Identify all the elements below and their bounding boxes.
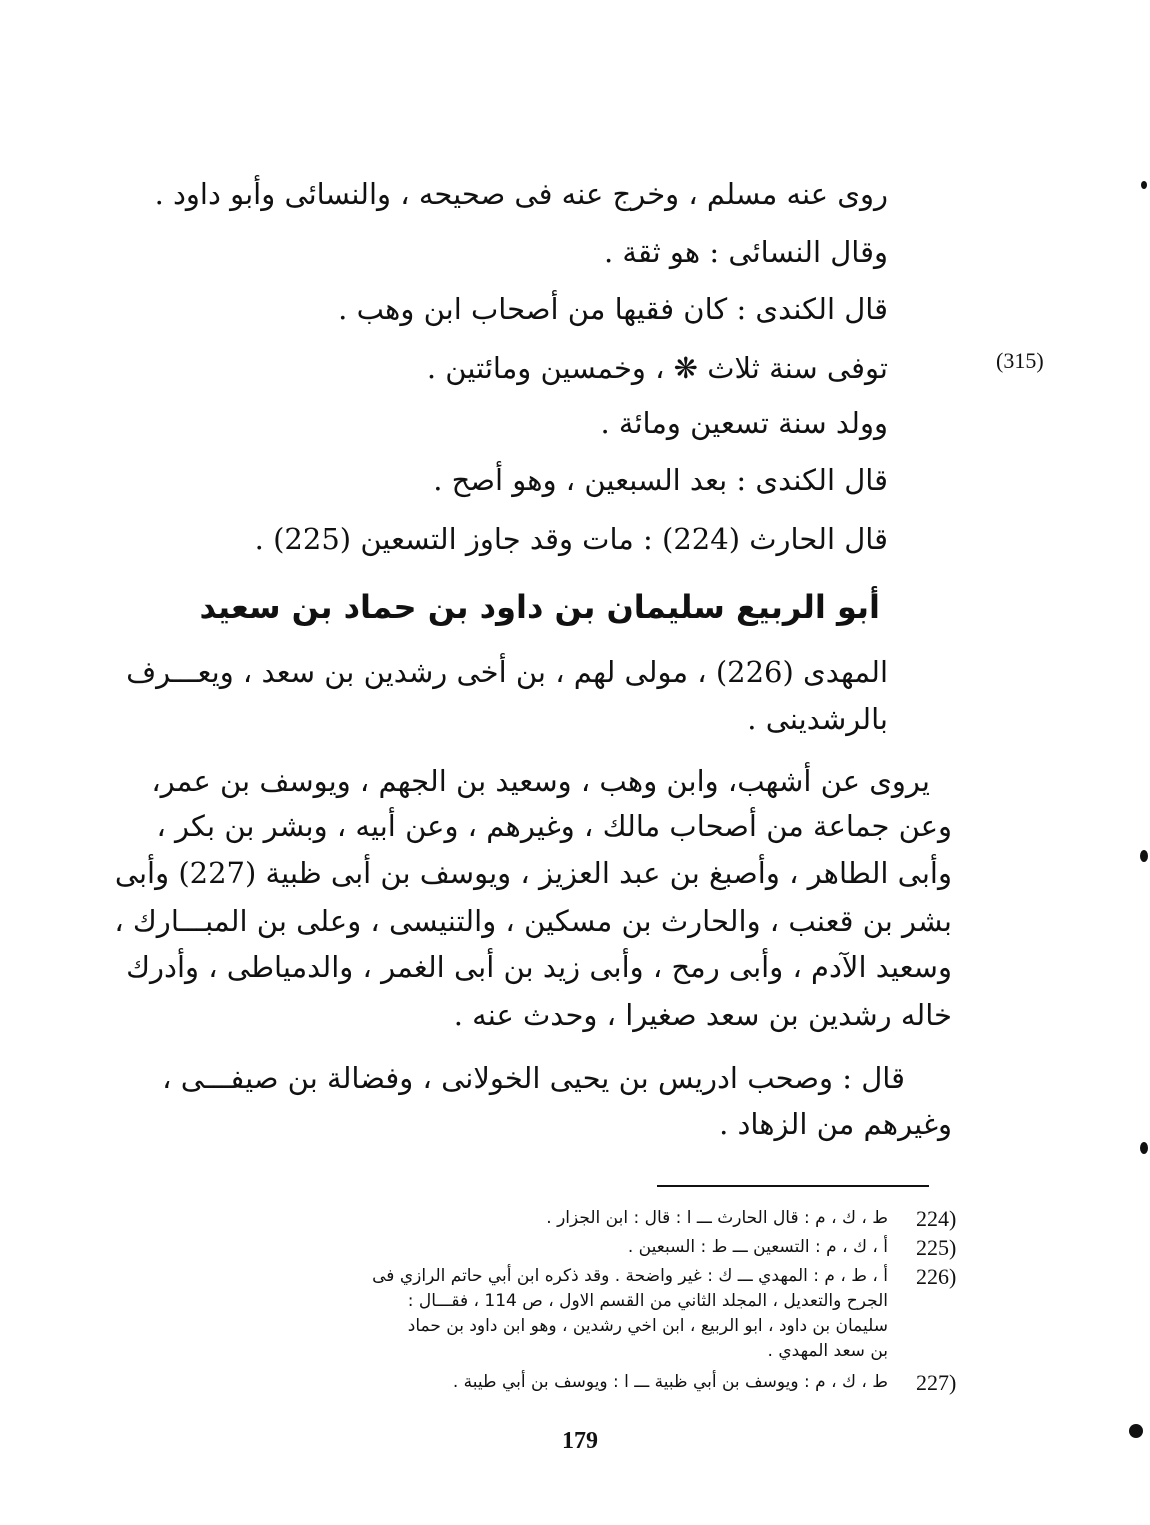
entry-2-line: يروى عن أشهب، وابن وهب ، وسعيد بن الجهم ، ويوسف بن عمر،: [151, 764, 930, 798]
entry-2-line: وعن جماعة من أصحاب مالك ، وغيرهم ، وعن أبيه ، وبشر بن بكر ،: [156, 809, 952, 843]
scan-speck: [1140, 850, 1148, 862]
entry-2-line: المهدى (226) ، مولى لهم ، بن أخى رشدين بن سعد ، ويعـــرف: [126, 655, 888, 689]
entry-1-line: وولد سنة تسعين ومائة .: [600, 406, 888, 440]
entry-1-line: قال الكندى : بعد السبعين ، وهو أصح .: [433, 463, 888, 497]
scan-speck: [1140, 1142, 1148, 1154]
footnote-number: 224): [916, 1206, 957, 1231]
footnote-line: ط ، ك ، م : قال الحارث ـــ ا : قال : ابن الجزار .: [546, 1208, 888, 1228]
footnote-line: ط ، ك ، م : ويوسف بن أبي ظبية ـــ ا : ويوسف بن أبي طيبة .: [452, 1372, 888, 1392]
entry-1-line: توفى سنة ثلاث ❋ ، وخمسين ومائتين .: [426, 351, 888, 385]
footnote-line: الجرح والتعديل ، المجلد الثاني من القسم الاول ، ص 114 ، فقـــال :: [407, 1291, 888, 1311]
entry-2-line: بالرشدينى .: [747, 702, 888, 736]
scan-speck: [1129, 1424, 1143, 1438]
entry-2-line: بشر بن قعنب ، والحارث بن مسكين ، والتنيسى ، وعلى بن المبـــارك ،: [114, 904, 952, 938]
page-number: 179: [562, 1428, 598, 1454]
entry-1-line: روى عنه مسلم ، وخرج عنه فى صحيحه ، والنسائى وأبو داود .: [154, 177, 888, 211]
margin-reference: (315): [996, 348, 1044, 373]
entry-2-line: وغيرهم من الزهاد .: [719, 1107, 952, 1141]
entry-1-line: وقال النسائى : هو ثقة .: [603, 235, 888, 269]
footnote-line: أ ، ك ، م : التسعين ـــ ط : السبعين .: [627, 1237, 888, 1257]
footnote-line: أ ، ط ، م : المهدي ـــ ك : غير واضحة . وقد ذكره ابن أبي حاتم الرازي فى: [372, 1266, 888, 1286]
scan-speck: [1141, 181, 1147, 189]
entry-2-heading: أبو الربيع سليمان بن داود بن حماد بن سعيد: [199, 588, 880, 626]
footnote-line: بن سعد المهدي .: [767, 1341, 888, 1361]
entry-2-line: قال : وصحب ادريس بن يحيى الخولانى ، وفضالة بن صيفـــى ،: [162, 1061, 905, 1095]
footnote-number: 227): [916, 1370, 957, 1395]
footnote-number: 226): [916, 1264, 957, 1289]
entry-1-line: قال الكندى : كان فقيها من أصحاب ابن وهب .: [338, 292, 888, 326]
entry-2-line: خاله رشدين بن سعد صغيرا ، وحدث عنه .: [453, 998, 952, 1032]
footnote-line: سليمان بن داود ، ابو الربيع ، ابن اخي رشدين ، وهو ابن داود بن حماد: [407, 1316, 888, 1336]
entry-1-line: قال الحارث (224) : مات وقد جاوز التسعين (225) .: [254, 522, 888, 556]
entry-2-line: وسعيد الآدم ، وأبى رمح ، وأبى زيد بن أبى الغمر ، والدمياطى ، وأدرك: [126, 950, 952, 984]
footnote-separator: [657, 1185, 929, 1187]
footnote-number: 225): [916, 1235, 957, 1260]
entry-2-line: وأبى الطاهر ، وأصبغ بن عبد العزيز ، ويوسف بن أبى ظبية (227) وأبى: [114, 856, 952, 890]
